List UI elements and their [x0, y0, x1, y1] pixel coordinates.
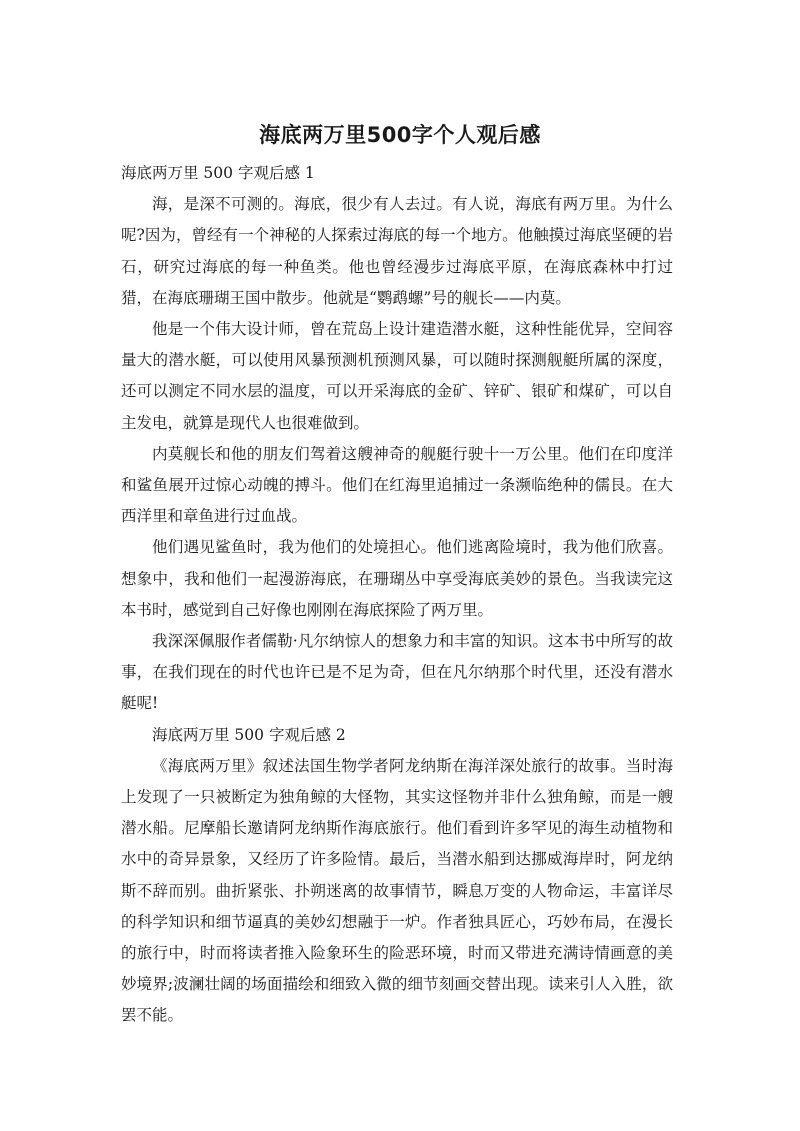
document-body [121, 158, 673, 1032]
section-heading-1: 海底两万里 500 字观后感 1 [121, 164, 315, 182]
paragraph: 他是一个伟大设计师，曾在荒岛上设计建造潜水艇，这种性能优异，空间容量大的潜水艇，可以使用风暴预测机预测风暴，可以随时探测舰艇所属的深度，还可以测定不同水层的温度，可以开采海底的金矿、锌矿、银矿和煤矿，可以自主发电，就算是现代人也很难做到。 [121, 320, 673, 432]
section-heading-2: 海底两万里 500 字观后感 2 [152, 725, 346, 744]
paragraph: 他们遇见鲨鱼时，我为他们的处境担心。他们逃离险境时，我为他们欣喜。想象中，我和他们一起漫游海底，在珊瑚丛中享受海底美妙的景色。当我读完这本书时，感觉到自己好像也刚刚在海底探险了两万里。 [121, 538, 673, 619]
paragraph: 《海底两万里》叙述法国生物学者阿龙纳斯在海洋深处旅行的故事。当时海上发现了一只被断定为独角鲸的大怪物，其实这怪物并非什么独角鲸，而是一艘潜水船。尼摩船长邀请阿龙纳斯作海底旅行。他们看到许多罕见的海生动植物和水中的奇异景象，又经历了许多险情。最后，当潜水船到达挪威海岸时，阿龙纳斯不辞而别。曲折紧张、扑朔迷离的故事情节，瞬息万变的人物命运，丰富详尽的科学知识和细节逼真的美妙幻想融于一炉。作者独具匠心，巧妙布局，在漫长的旅行中，时而将读者推入险象环生的险恶环境，时而又带进充满诗情画意的美妙境界;波澜壮阔的场面描绘和细致入微的细节刻画交替出现。读来引人入胜，欲罢不能。 [121, 756, 673, 1025]
paragraph: 我深深佩服作者儒勒·凡尔纳惊人的想象力和丰富的知识。这本书中所写的故事，在我们现在的时代也许已是不足为奇，但在凡尔纳那个时代里，还没有潜水艇呢! [121, 632, 673, 713]
document-title: 海底两万里500字个人观后感 [259, 123, 541, 147]
paragraph: 海，是深不可测的。海底，很少有人去过。有人说，海底有两万里。为什么呢?因为，曾经有一个神秘的人探索过海底的每一个地方。他触摸过海底坚硬的岩石，研究过海底的每一种鱼类。他也曾经漫步过海底平原，在海底森林中打过猎，在海底珊瑚王国中散步。他就是“鹦鹉螺”号的舰长——内莫。 [121, 195, 673, 307]
paragraph: 内莫舰长和他的朋友们驾着这艘神奇的舰艇行驶十一万公里。他们在印度洋和鲨鱼展开过惊心动魄的搏斗。他们在红海里追捕过一条濒临绝种的儒艮。在大西洋里和章鱼进行过血战。 [121, 444, 673, 526]
